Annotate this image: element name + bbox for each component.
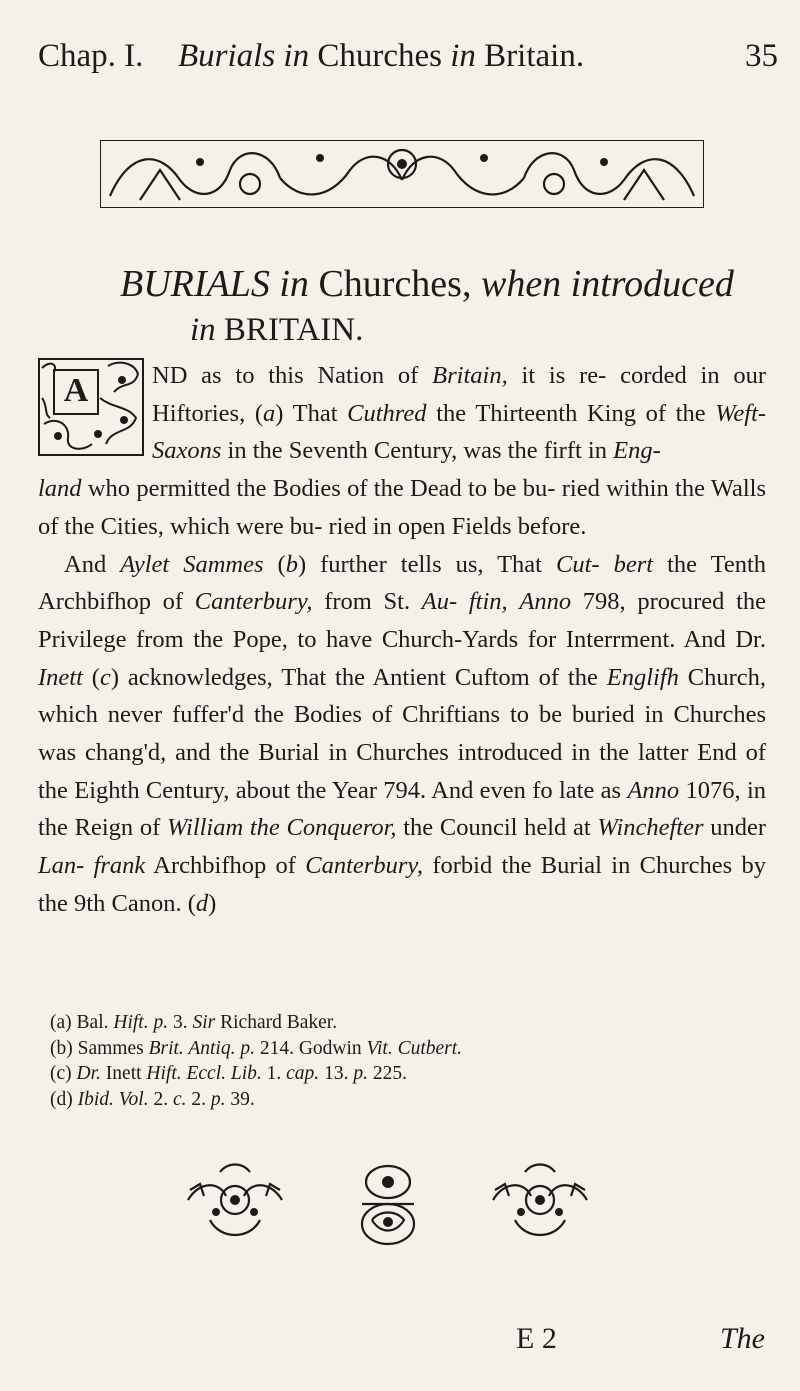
main-text — [38, 357, 766, 923]
paragraph-2: And Aylet Sammes (b) further tells us, That Cut- bert the Tenth Archbifhop of Canterbury, from St. Au- ftin, Anno 798, procured the Privilege from the Pope, to have Church-Yards for Interrment. And Dr. Inett (c) acknowledges, That the Antient Cuftom of the Englifh Church, which never fuffer'd the Bodies of Chriftians to be buried in Churches was chang'd, and the Burial in Churches introduced in the latter End of the Eighth Century, about the Year 794. And even fo late as Anno 1076, in the Reign of William the Conqueror, the Council held at Winchefter under Lan- frank Archbifhop of Canterbury, forbid the Burial in Churches by the 9th Canon. (d) — [38, 550, 767, 917]
drop-cap-letter: A — [63, 372, 89, 409]
signature-mark: E 2 — [516, 1322, 557, 1355]
footnotes — [50, 1010, 770, 1112]
running-head-title: Burials in Churches in Britain. — [178, 38, 585, 74]
right-fleuron-icon — [485, 1160, 595, 1250]
footnote-d: (d) Ibid. Vol. 2. c. 2. p. 39. — [50, 1088, 255, 1110]
left-fleuron-icon — [180, 1160, 290, 1250]
footnote-c: (c) Dr. Inett Hift. Eccl. Lib. 1. cap. 13. p. 225. — [50, 1063, 407, 1084]
chapter-subtitle: in BRITAIN. — [190, 312, 364, 348]
paragraph-1: ND as to this Nation of Britain, it is re- corded in our Hiftories, (a) That Cuthred the Thirteenth King of the Weft-Saxons in the Seventh Century, was the firft in Eng- land who permitted the Bodies of the Dead to be bu- ried within the Walls of the Cities, which were bu- ried in open Fields before. — [38, 362, 767, 540]
ornamental-headpiece-icon — [100, 140, 704, 208]
catchword: The — [720, 1322, 765, 1355]
center-fleuron-icon — [348, 1160, 428, 1250]
chapter-title: BURIALS in Churches, when introduced — [120, 263, 734, 305]
footnote-b: (b) Sammes Brit. Antiq. p. 214. Godwin Vit. Cutbert. — [50, 1037, 463, 1059]
running-head-chapter: Chap. I. — [38, 38, 144, 74]
page-number: 35 — [745, 38, 778, 74]
running-head — [38, 38, 778, 78]
footnote-a: (a) Bal. Hift. p. 3. Sir Richard Baker. — [50, 1012, 338, 1033]
